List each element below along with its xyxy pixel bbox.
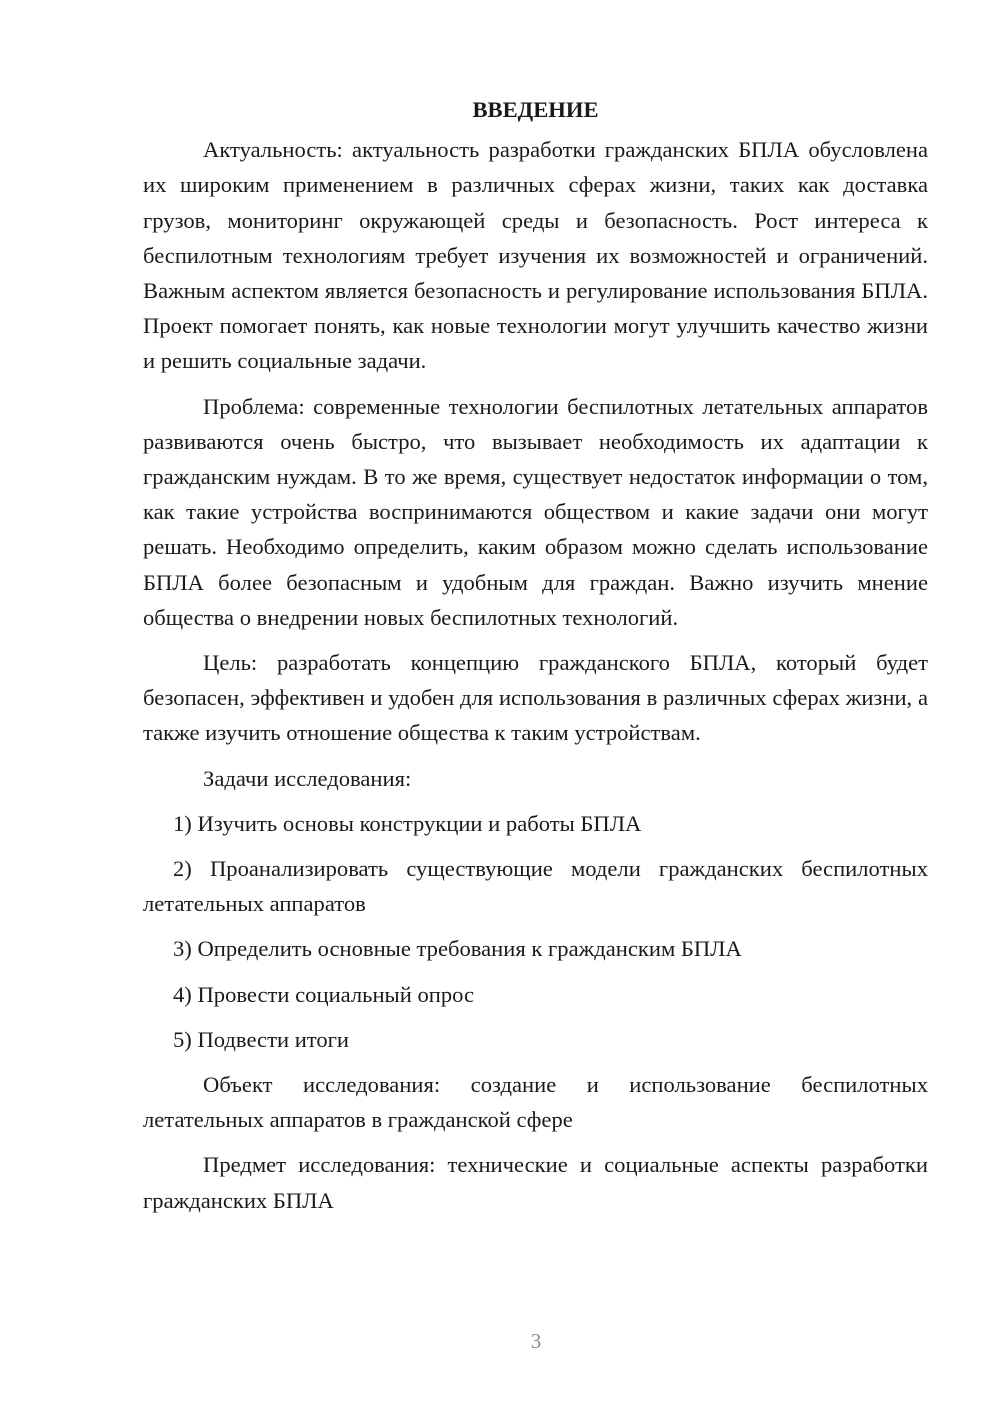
subject-paragraph: Предмет исследования: технические и социальные аспекты разработки гражданских БПЛА bbox=[143, 1152, 928, 1213]
task-item-3: 3) Определить основные требования к гражданским БПЛА bbox=[173, 936, 742, 962]
object-paragraph: Объект исследования: создание и использование беспилотных летательных аппаратов в гражданской сфере bbox=[143, 1072, 928, 1133]
task-item-4: 4) Провести социальный опрос bbox=[173, 981, 475, 1007]
task-item-1: 1) Изучить основы конструкции и работы БПЛА bbox=[173, 810, 642, 836]
goal-paragraph: Цель: разработать концепцию гражданского БПЛА, который будет безопасен, эффективен и удобен для использования в различных сферах жизни, а также изучить отношение общества к таким устройствам. bbox=[143, 650, 928, 746]
page-content bbox=[143, 92, 928, 1228]
tasks-heading: Задачи исследования: bbox=[203, 765, 412, 791]
task-item-5: 5) Подвести итоги bbox=[173, 1026, 350, 1052]
relevance-paragraph: Актуальность: актуальность разработки гражданских БПЛА обусловлена их широким применением в различных сферах жизни, таких как доставка грузов, мониторинг окружающей среды и безопасность. Рост интереса к беспилотным технологиям требует изучения их возможностей и ограничений. Важным аспектом является безопасность и регулирование использования БПЛА. Проект помогает понять, как новые технологии могут улучшить качество жизни и решить социальные задачи. bbox=[143, 137, 928, 374]
task-item-2: 2) Проанализировать существующие модели гражданских беспилотных летательных аппаратов bbox=[143, 856, 928, 917]
problem-paragraph: Проблема: современные технологии беспилотных летательных аппаратов развиваются очень быстро, что вызывает необходимость их адаптации к гражданским нуждам. В то же время, существует недостаток информации о том, как такие устройства воспринимаются обществом и какие задачи они могут решать. Необходимо определить, каким образом можно сделать использование БПЛА более безопасным и удобным для граждан. Важно изучить мнение общества о внедрении новых беспилотных технологий. bbox=[143, 393, 928, 630]
page-number: 3 bbox=[530, 1329, 542, 1353]
section-title: ВВЕДЕНИЕ bbox=[472, 97, 599, 122]
